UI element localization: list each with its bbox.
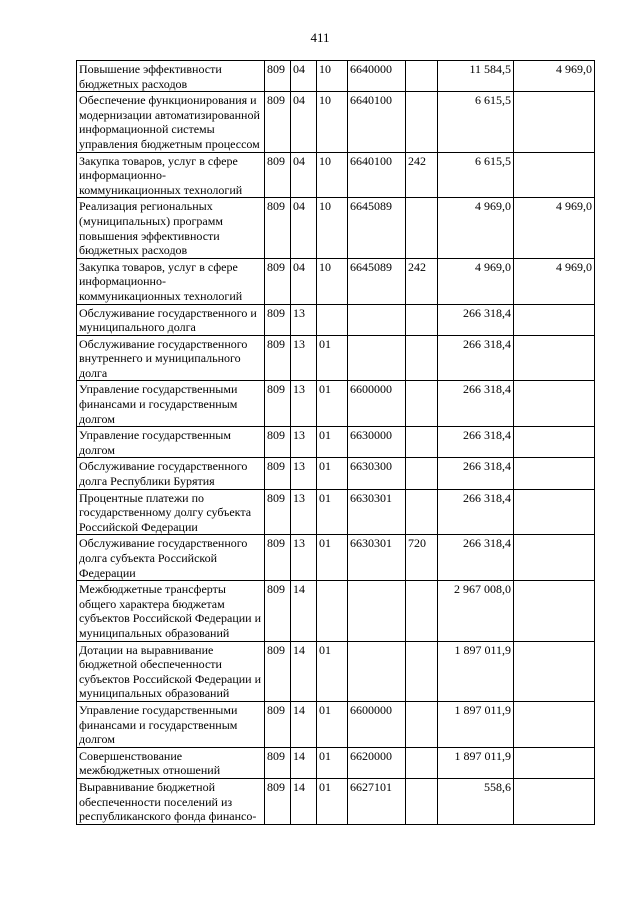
cell-amount-federal [514,535,595,581]
cell-grbs: 809 [265,427,291,458]
cell-amount-total: 266 318,4 [438,304,514,335]
cell-expense-type [406,581,438,641]
cell-name: Реализация региональных (муниципальных) программ повышения эффективности бюджетных расходов [77,198,265,258]
cell-grbs: 809 [265,381,291,427]
cell-target-article [348,335,406,381]
table-row [77,198,595,258]
cell-razdel: 14 [291,641,317,701]
cell-expense-type: 242 [406,152,438,198]
cell-amount-total: 2 967 008,0 [438,581,514,641]
cell-amount-federal [514,458,595,489]
cell-grbs: 809 [265,92,291,152]
cell-razdel: 04 [291,92,317,152]
cell-name: Межбюджетные трансферты общего характера бюджетам субъектов Российской Федерации и муниципальных образований [77,581,265,641]
cell-podrazdel: 01 [317,427,348,458]
table-row [77,92,595,152]
cell-target-article [348,304,406,335]
cell-razdel: 04 [291,152,317,198]
cell-grbs: 809 [265,641,291,701]
cell-name: Обслуживание государственного долга Республики Бурятия [77,458,265,489]
cell-expense-type [406,489,438,535]
page-number: 411 [310,30,330,45]
cell-amount-total: 4 969,0 [438,198,514,258]
cell-amount-federal [514,778,595,824]
cell-name: Закупка товаров, услуг в сфере информационно-коммуникационных технологий [77,258,265,304]
cell-amount-total: 266 318,4 [438,458,514,489]
cell-amount-total: 266 318,4 [438,427,514,458]
cell-razdel: 04 [291,61,317,92]
cell-grbs: 809 [265,258,291,304]
cell-razdel: 13 [291,335,317,381]
cell-expense-type: 720 [406,535,438,581]
cell-amount-total: 1 897 011,9 [438,747,514,778]
cell-name: Управление государственным долгом [77,427,265,458]
budget-table [76,60,595,825]
table-row [77,581,595,641]
cell-podrazdel: 10 [317,92,348,152]
cell-name: Обеспечение функционирования и модернизации автоматизированной информационной системы управления бюджетным процессом [77,92,265,152]
table-row [77,747,595,778]
cell-grbs: 809 [265,198,291,258]
cell-amount-total: 266 318,4 [438,489,514,535]
cell-expense-type [406,747,438,778]
cell-grbs: 809 [265,335,291,381]
cell-expense-type: 242 [406,258,438,304]
cell-razdel: 14 [291,701,317,747]
cell-name: Управление государственными финансами и государственным долгом [77,701,265,747]
cell-target-article: 6645089 [348,198,406,258]
cell-target-article [348,641,406,701]
cell-name: Процентные платежи по государственному долгу субъекта Российской Федерации [77,489,265,535]
cell-razdel: 14 [291,581,317,641]
cell-amount-federal: 4 969,0 [514,258,595,304]
table-row [77,458,595,489]
cell-amount-total: 1 897 011,9 [438,641,514,701]
cell-razdel: 13 [291,489,317,535]
cell-podrazdel: 10 [317,258,348,304]
cell-target-article: 6620000 [348,747,406,778]
cell-grbs: 809 [265,304,291,335]
cell-podrazdel: 10 [317,61,348,92]
table-row [77,152,595,198]
cell-razdel: 13 [291,381,317,427]
cell-name: Повышение эффективности бюджетных расходов [77,61,265,92]
cell-name: Обслуживание государственного и муниципального долга [77,304,265,335]
table-body [77,61,595,825]
cell-amount-federal [514,641,595,701]
cell-grbs: 809 [265,747,291,778]
cell-target-article: 6630301 [348,535,406,581]
cell-razdel: 13 [291,427,317,458]
cell-podrazdel: 10 [317,152,348,198]
cell-amount-federal [514,427,595,458]
cell-expense-type [406,304,438,335]
cell-amount-federal [514,92,595,152]
cell-grbs: 809 [265,581,291,641]
cell-name: Обслуживание государственного долга субъекта Российской Федерации [77,535,265,581]
cell-podrazdel: 01 [317,778,348,824]
cell-razdel: 13 [291,458,317,489]
cell-podrazdel [317,581,348,641]
cell-podrazdel: 10 [317,198,348,258]
cell-amount-federal [514,152,595,198]
cell-name: Совершенствование межбюджетных отношений [77,747,265,778]
cell-name: Обслуживание государственного внутреннего и муниципального долга [77,335,265,381]
cell-expense-type [406,92,438,152]
cell-expense-type [406,701,438,747]
cell-target-article: 6640100 [348,92,406,152]
cell-target-article: 6630300 [348,458,406,489]
cell-grbs: 809 [265,152,291,198]
cell-amount-federal [514,304,595,335]
cell-amount-total: 266 318,4 [438,381,514,427]
cell-amount-total: 6 615,5 [438,152,514,198]
cell-podrazdel: 01 [317,381,348,427]
cell-expense-type [406,61,438,92]
cell-name: Управление государственными финансами и государственным долгом [77,381,265,427]
table-row [77,535,595,581]
cell-name: Дотации на выравнивание бюджетной обеспеченности субъектов Российской Федерации и муниципальных образований [77,641,265,701]
cell-amount-total: 6 615,5 [438,92,514,152]
cell-podrazdel: 01 [317,641,348,701]
table-row [77,258,595,304]
table-row [77,304,595,335]
cell-amount-total: 266 318,4 [438,535,514,581]
cell-target-article: 6600000 [348,381,406,427]
cell-razdel: 04 [291,198,317,258]
table-row [77,61,595,92]
cell-name: Выравнивание бюджетной обеспеченности поселений из республиканского фонда финансо- [77,778,265,824]
cell-podrazdel: 01 [317,489,348,535]
cell-name: Закупка товаров, услуг в сфере информационно-коммуникационных технологий [77,152,265,198]
cell-amount-total: 1 897 011,9 [438,701,514,747]
cell-amount-federal: 4 969,0 [514,61,595,92]
cell-grbs: 809 [265,701,291,747]
cell-expense-type [406,427,438,458]
cell-razdel: 04 [291,258,317,304]
cell-expense-type [406,335,438,381]
cell-podrazdel: 01 [317,535,348,581]
table-row [77,427,595,458]
cell-target-article: 6640000 [348,61,406,92]
cell-expense-type [406,381,438,427]
cell-amount-total: 558,6 [438,778,514,824]
cell-grbs: 809 [265,458,291,489]
table-row [77,701,595,747]
cell-podrazdel [317,304,348,335]
cell-target-article: 6630301 [348,489,406,535]
cell-amount-total: 266 318,4 [438,335,514,381]
cell-expense-type [406,458,438,489]
cell-podrazdel: 01 [317,335,348,381]
cell-target-article: 6600000 [348,701,406,747]
cell-target-article: 6627101 [348,778,406,824]
cell-expense-type [406,778,438,824]
cell-grbs: 809 [265,535,291,581]
cell-target-article: 6640100 [348,152,406,198]
cell-target-article: 6630000 [348,427,406,458]
cell-podrazdel: 01 [317,458,348,489]
cell-target-article: 6645089 [348,258,406,304]
cell-amount-total: 4 969,0 [438,258,514,304]
cell-amount-federal [514,335,595,381]
cell-razdel: 14 [291,747,317,778]
cell-amount-federal [514,701,595,747]
table-row [77,381,595,427]
cell-expense-type [406,198,438,258]
cell-grbs: 809 [265,489,291,535]
cell-razdel: 14 [291,778,317,824]
cell-amount-federal [514,381,595,427]
cell-expense-type [406,641,438,701]
cell-grbs: 809 [265,778,291,824]
cell-podrazdel: 01 [317,747,348,778]
cell-amount-federal [514,747,595,778]
cell-amount-federal: 4 969,0 [514,198,595,258]
cell-amount-federal [514,489,595,535]
cell-grbs: 809 [265,61,291,92]
cell-target-article [348,581,406,641]
table-row [77,641,595,701]
cell-amount-federal [514,581,595,641]
cell-amount-total: 11 584,5 [438,61,514,92]
cell-razdel: 13 [291,535,317,581]
table-row [77,778,595,824]
table-row [77,335,595,381]
table-row [77,489,595,535]
cell-podrazdel: 01 [317,701,348,747]
cell-razdel: 13 [291,304,317,335]
